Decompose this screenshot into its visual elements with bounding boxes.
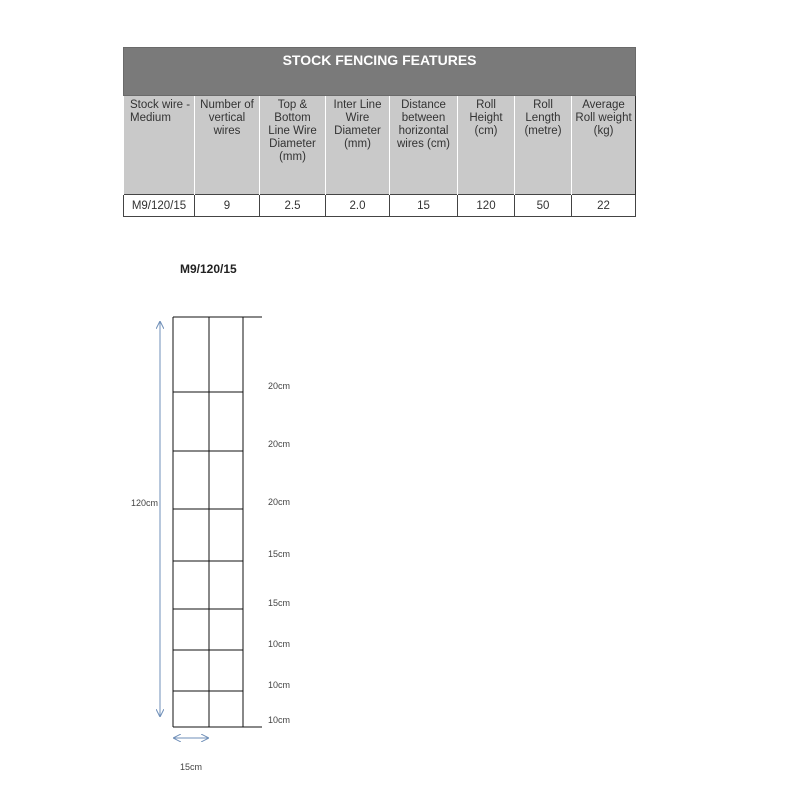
width-label: 15cm bbox=[180, 762, 203, 772]
spacing-label: 20cm bbox=[268, 439, 291, 449]
spacing-label: 15cm bbox=[268, 549, 291, 559]
cell-roll-weight: 22 bbox=[572, 195, 636, 217]
header-roll-height: Roll Height (cm) bbox=[458, 96, 515, 195]
spacing-label: 20cm bbox=[268, 497, 291, 507]
header-stock-wire: Stock wire - Medium bbox=[124, 96, 195, 195]
cell-roll-height: 120 bbox=[458, 195, 515, 217]
cell-line-wire-diameter: 2.5 bbox=[260, 195, 326, 217]
spacing-label: 10cm bbox=[268, 680, 291, 690]
spacing-label: 15cm bbox=[268, 598, 291, 608]
header-line-wire-diameter: Top & Bottom Line Wire Diameter (mm) bbox=[260, 96, 326, 195]
header-vertical-wires: Number of vertical wires bbox=[195, 96, 260, 195]
header-horizontal-distance: Distance between horizontal wires (cm) bbox=[390, 96, 458, 195]
spacing-label: 20cm bbox=[268, 381, 291, 391]
cell-horizontal-distance: 15 bbox=[390, 195, 458, 217]
cell-roll-length: 50 bbox=[515, 195, 572, 217]
header-roll-weight: Average Roll weight (kg) bbox=[572, 96, 636, 195]
cell-model: M9/120/15 bbox=[124, 195, 195, 217]
height-label: 120cm bbox=[131, 498, 159, 508]
header-inter-line-diameter: Inter Line Wire Diameter (mm) bbox=[326, 96, 390, 195]
table-title: STOCK FENCING FEATURES bbox=[124, 48, 636, 96]
header-roll-length: Roll Length (metre) bbox=[515, 96, 572, 195]
diagram-title: M9/120/15 bbox=[180, 262, 237, 276]
spacing-label: 10cm bbox=[268, 715, 291, 725]
cell-vertical-wires: 9 bbox=[195, 195, 260, 217]
spacing-label: 10cm bbox=[268, 639, 291, 649]
cell-inter-line-diameter: 2.0 bbox=[326, 195, 390, 217]
